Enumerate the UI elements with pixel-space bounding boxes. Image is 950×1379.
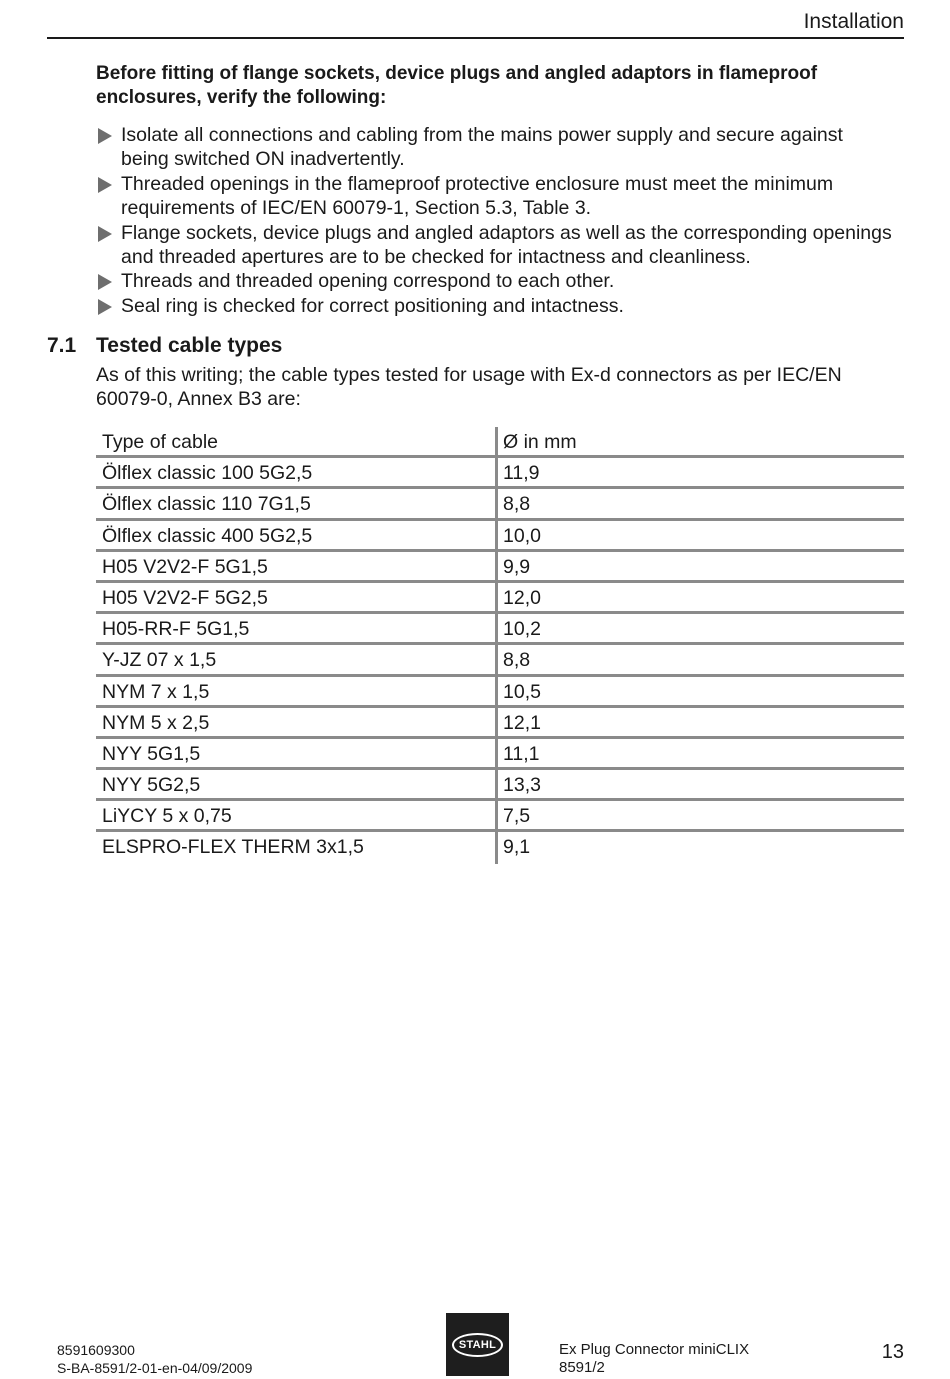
table-row — [96, 708, 904, 739]
stahl-logo — [446, 1313, 509, 1376]
cable-type-cell: NYM 5 x 2,5 — [96, 708, 498, 736]
table-header-row — [96, 427, 904, 458]
triangle-bullet-icon — [98, 128, 112, 144]
cable-type-cell: LiYCY 5 x 0,75 — [96, 801, 498, 829]
cable-type-cell: Ölflex classic 100 5G2,5 — [96, 458, 498, 486]
section-intro-text: As of this writing; the cable types tested for usage with Ex-d connectors as per IEC/EN 60079-0, Annex B3 are: — [96, 364, 842, 410]
footer-product-code: 8591/2 — [559, 1359, 605, 1376]
footer-product-info — [559, 1341, 749, 1377]
diameter-cell: 7,5 — [503, 805, 531, 828]
checklist-item — [96, 221, 896, 270]
table-row — [96, 458, 904, 489]
checklist-item — [96, 172, 896, 221]
diameter-cell: 11,9 — [503, 462, 540, 485]
cable-type-cell: NYY 5G1,5 — [96, 739, 498, 767]
table-row — [96, 739, 904, 770]
table-row — [96, 801, 904, 832]
table-row — [96, 489, 904, 520]
triangle-bullet-icon — [98, 274, 112, 290]
column-header-diameter: Ø in mm — [503, 431, 577, 453]
stahl-logo-text: STAHL — [452, 1333, 503, 1357]
diameter-cell: 10,5 — [503, 680, 541, 703]
triangle-bullet-icon — [98, 299, 112, 315]
cable-type-cell: Ölflex classic 400 5G2,5 — [96, 521, 498, 549]
footer-product-name: Ex Plug Connector miniCLIX — [559, 1341, 750, 1358]
checklist-item-text: Seal ring is checked for correct positioning and intactness. — [121, 294, 624, 317]
checklist-item-text: Flange sockets, device plugs and angled adaptors as well as the corresponding openings and threaded apertures are to be checked for intactness and cleanliness. — [121, 221, 892, 269]
cable-type-cell: H05 V2V2-F 5G1,5 — [96, 552, 498, 580]
diameter-cell: 8,8 — [503, 493, 531, 516]
diameter-cell: 11,1 — [503, 742, 540, 765]
cable-type-cell: ELSPRO-FLEX THERM 3x1,5 — [96, 832, 498, 863]
intro-heading: Before fitting of flange sockets, device plugs and angled adaptors in flameproof enclosures, verify the following: — [96, 63, 818, 108]
table-row — [96, 645, 904, 676]
checklist-item-text: Isolate all connections and cabling from the mains power supply and secure against being switched ON inadvertently. — [121, 124, 843, 171]
diameter-cell: 9,1 — [503, 836, 531, 859]
checklist-item-text: Threaded openings in the flameproof protective enclosure must meet the minimum requirements of IEC/EN 60079-1, Section 5.3, Table 3. — [121, 172, 834, 220]
cable-table — [96, 427, 904, 864]
diameter-cell: 10,2 — [503, 618, 541, 641]
triangle-bullet-icon — [98, 177, 112, 193]
diameter-cell: 12,0 — [503, 586, 541, 609]
table-row — [96, 521, 904, 552]
table-row — [96, 677, 904, 708]
cable-type-cell: Y-JZ 07 x 1,5 — [96, 645, 498, 673]
table-row — [96, 583, 904, 614]
checklist-item-text: Threads and threaded opening correspond to each other. — [121, 270, 615, 293]
footer-doc-ref: S-BA-8591/2-01-en-04/09/2009 — [57, 1360, 253, 1376]
cable-type-cell: NYM 7 x 1,5 — [96, 677, 498, 705]
table-row — [96, 770, 904, 801]
section-title: Tested cable types — [96, 334, 283, 357]
diameter-cell: 13,3 — [503, 774, 541, 797]
section-number: 7.1 — [47, 334, 77, 357]
checklist — [96, 123, 896, 318]
cable-type-cell: NYY 5G2,5 — [96, 770, 498, 798]
table-row — [96, 614, 904, 645]
table-row — [96, 832, 904, 863]
header-rule — [47, 37, 904, 39]
diameter-cell: 12,1 — [503, 711, 541, 734]
cable-type-cell: H05-RR-F 5G1,5 — [96, 614, 498, 642]
diameter-cell: 10,0 — [503, 524, 541, 547]
diameter-cell: 8,8 — [503, 649, 531, 672]
cable-type-cell: H05 V2V2-F 5G2,5 — [96, 583, 498, 611]
cable-type-cell: Ölflex classic 110 7G1,5 — [96, 489, 498, 517]
table-row — [96, 552, 904, 583]
triangle-bullet-icon — [98, 226, 112, 242]
footer-doc-number: 8591609300 — [57, 1342, 135, 1358]
header-section-label: Installation — [803, 10, 904, 33]
page-number: 13 — [881, 1341, 904, 1363]
checklist-item — [96, 294, 896, 318]
diameter-cell: 9,9 — [503, 555, 531, 578]
column-header-cable-type: Type of cable — [96, 427, 498, 455]
checklist-item — [96, 123, 896, 172]
checklist-item — [96, 269, 896, 293]
footer-document-info — [57, 1341, 252, 1377]
